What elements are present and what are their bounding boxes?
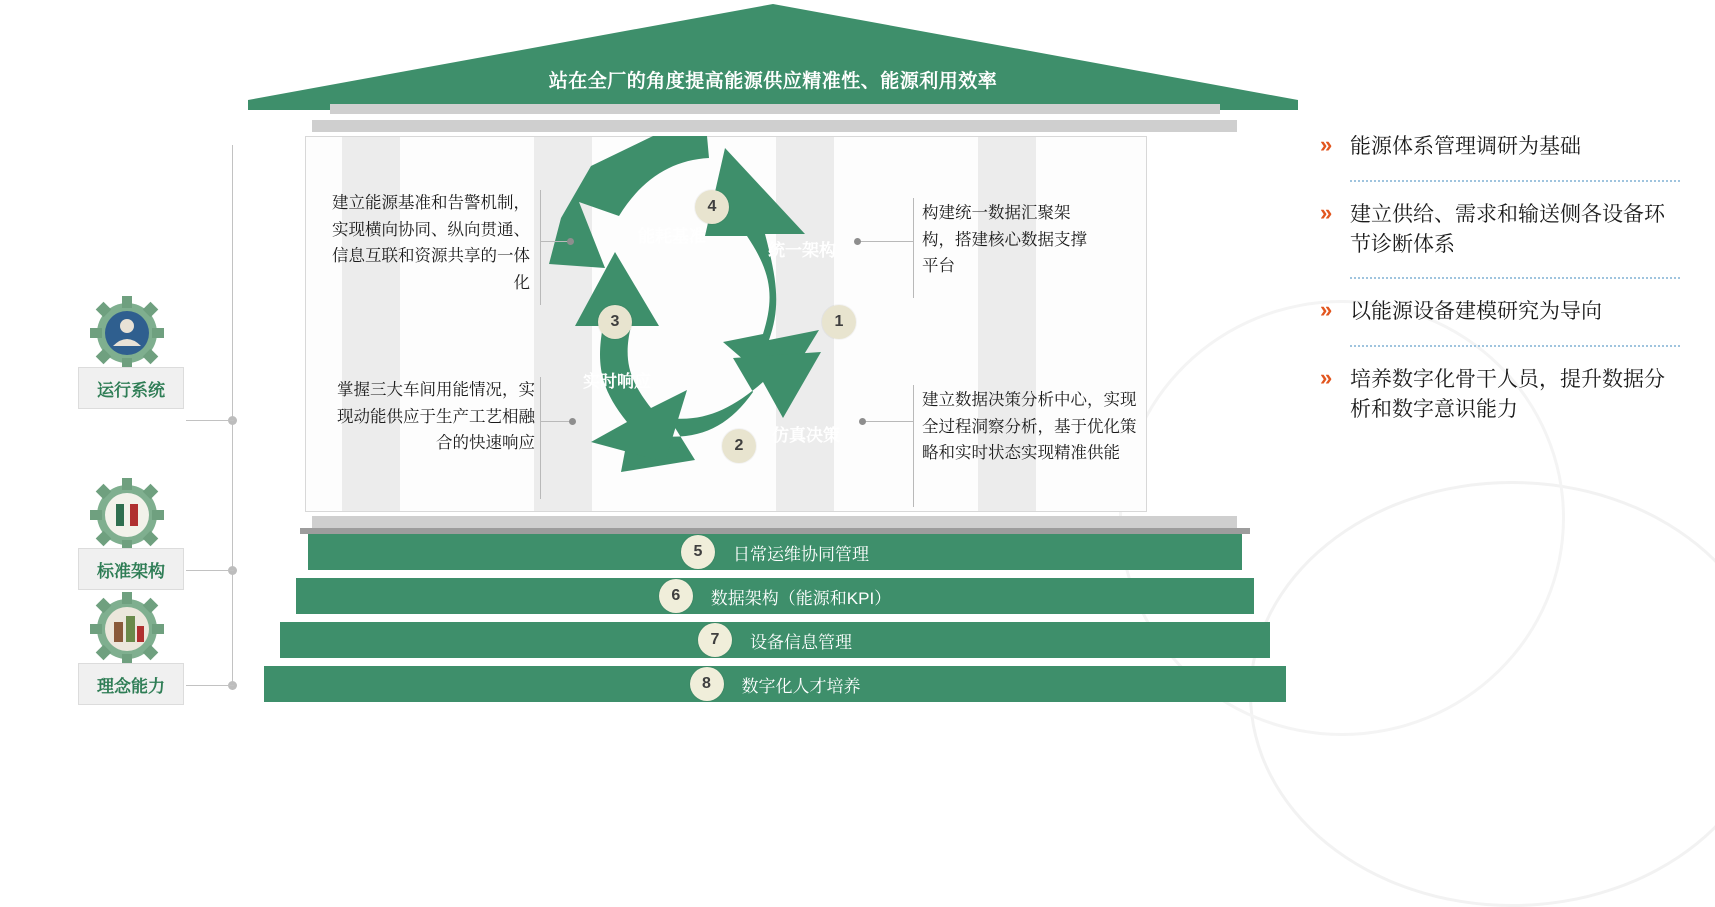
pillar-branch-3 [186, 685, 234, 686]
cycle-label-2: 仿真决策 [772, 426, 840, 445]
double-chevron-icon: » [1320, 199, 1333, 225]
step-label-6: 数据架构（能源和KPI） [710, 588, 892, 608]
callout-leader-bottom-right [862, 421, 913, 422]
step-row-7[interactable] [280, 622, 1270, 658]
callout-leader-top-left [540, 241, 570, 242]
step-badge-5: 5 [681, 535, 715, 569]
step-label-5: 日常运维协同管理 [733, 544, 869, 564]
bullet-divider-3 [1350, 345, 1680, 347]
step-badge-8: 8 [690, 667, 724, 701]
pillar-label-2[interactable]: 标准架构 [78, 548, 184, 590]
pillar-branch-2 [186, 570, 234, 571]
lintel-top-bar [330, 104, 1220, 114]
list-item[interactable] [1320, 295, 1680, 327]
callout-dot-bottom-left [569, 418, 576, 425]
bullet-list [1320, 130, 1680, 425]
roof [248, 4, 1298, 110]
step-row-6[interactable] [296, 578, 1254, 614]
bullet-text-4: 培养数字化骨干人员，提升数据分析和数字意识能力 [1350, 368, 1665, 422]
callout-divider-top-right [913, 198, 914, 298]
cycle-badge-1: 1 [822, 305, 856, 339]
callout-divider-top-left [540, 190, 541, 305]
callout-divider-bottom-right [913, 385, 914, 507]
callout-divider-bottom-left [540, 377, 541, 499]
bullet-text-2: 建立供给、需求和输送侧各设备环节诊断体系 [1350, 202, 1665, 256]
callout-top-left: 建立能源基准和告警机制，实现横向协同、纵向贯通、信息互联和资源共享的一体化 [332, 194, 530, 293]
callout-leader-bottom-left [540, 421, 572, 422]
step-row-8[interactable] [264, 666, 1286, 702]
cycle-arrows [525, 130, 925, 520]
step-badge-7: 7 [698, 623, 732, 657]
cycle-diagram [525, 130, 925, 520]
list-item[interactable] [1320, 130, 1680, 162]
cycle-badge-4: 4 [695, 190, 729, 224]
cycle-label-4: 能耗基准 [638, 227, 706, 246]
pillar-label-3[interactable]: 理念能力 [78, 663, 184, 705]
lintel-bottom-bar [312, 516, 1237, 528]
cycle-label-1: 统一架构 [768, 241, 836, 260]
double-chevron-icon: » [1320, 365, 1333, 391]
callout-bottom-left: 掌握三大车间用能情况，实现动能供应于生产工艺相融合的快速响应 [337, 381, 535, 453]
gear-icon [90, 592, 164, 666]
list-item[interactable] [1320, 363, 1680, 425]
callout-dot-top-right [854, 238, 861, 245]
callout-bottom-right: 建立数据决策分析中心，实现全过程洞察分析，基于优化策略和实时状态实现精准供能 [922, 391, 1137, 463]
roof-shape [248, 4, 1298, 110]
roof-title: 站在全厂的角度提高能源供应精准性、能源利用效率 [548, 71, 998, 92]
double-chevron-icon: » [1320, 132, 1333, 157]
callout-top-right: 构建统一数据汇聚架构，搭建核心数据支撑平台 [922, 204, 1087, 276]
step-badge-6: 6 [659, 579, 693, 613]
bullet-divider-2 [1350, 277, 1680, 279]
bullet-text-1: 能源体系管理调研为基础 [1350, 135, 1581, 158]
pillar-label-1[interactable]: 运行系统 [78, 367, 184, 409]
decorative-arc [1249, 481, 1715, 907]
cycle-badge-2: 2 [722, 429, 756, 463]
pillar-branch-1 [186, 420, 234, 421]
callout-leader-top-right [857, 241, 913, 242]
bullet-divider-1 [1350, 180, 1680, 182]
callout-dot-top-left [567, 238, 574, 245]
gear-icon [90, 296, 164, 370]
cycle-badge-3: 3 [598, 305, 632, 339]
step-label-7: 设备信息管理 [750, 632, 852, 652]
gear-icon [90, 478, 164, 552]
callout-dot-bottom-right [859, 418, 866, 425]
bullet-text-3: 以能源设备建模研究为导向 [1350, 300, 1602, 324]
double-chevron-icon: » [1320, 297, 1333, 323]
step-label-8: 数字化人才培养 [741, 676, 861, 696]
step-row-5[interactable] [308, 534, 1242, 570]
list-item[interactable] [1320, 198, 1680, 260]
cycle-label-3: 实时响应 [583, 372, 651, 391]
